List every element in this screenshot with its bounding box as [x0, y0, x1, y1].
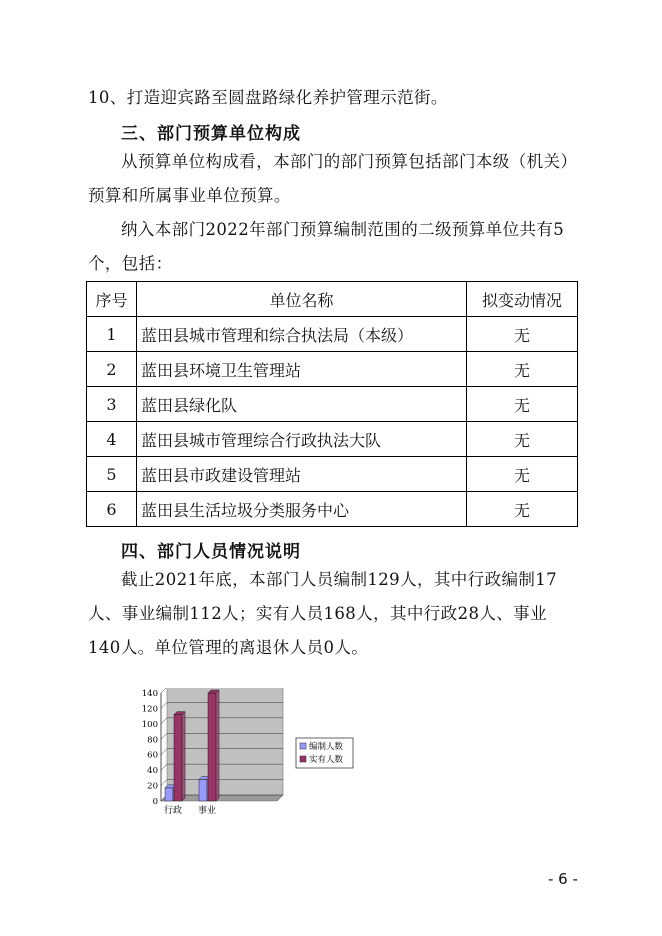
x-tick-label: 行政: [163, 806, 183, 816]
row-index: 3: [87, 387, 137, 422]
row-index: 1: [87, 317, 137, 352]
gridline-depth: [161, 764, 167, 770]
legend-label: 实有人数: [309, 755, 344, 765]
row-index: 6: [87, 492, 137, 527]
row-unit-name: 蓝田县城市管理综合行政执法大队: [137, 422, 467, 457]
bar: [165, 788, 173, 801]
table-row: [87, 457, 578, 492]
gridline-depth: [161, 749, 167, 755]
row-unit-name: 蓝田县城市管理和综合执法局（本级）: [137, 317, 467, 352]
gridline-depth: [161, 702, 167, 708]
row-change-status: 无: [467, 387, 578, 422]
y-tick-label: 140: [141, 689, 158, 699]
row-change-status: 无: [467, 352, 578, 387]
row-unit-name: 蓝田县环境卫生管理站: [137, 352, 467, 387]
item-10-text: 10、打造迎宾路至圆盘路绿化养护管理示范街。: [88, 88, 448, 107]
gridline-depth: [161, 688, 167, 693]
table-header-row: [87, 282, 578, 317]
row-change-status: 无: [467, 492, 578, 527]
y-tick-label: 40: [147, 766, 158, 777]
bar-side: [182, 712, 185, 801]
legend-swatch: [300, 756, 306, 762]
section-4-heading: 四、部门人员情况说明: [121, 542, 301, 562]
gridline-depth: [161, 780, 167, 786]
table-row: [87, 492, 578, 527]
bar-side: [216, 690, 219, 801]
y-tick-label: 0: [152, 797, 158, 807]
header-index: 序号: [87, 282, 137, 317]
legend-swatch: [300, 743, 306, 749]
budget-units-table: [86, 281, 578, 527]
header-unit-name: 单位名称: [137, 282, 467, 317]
table-row: [87, 352, 578, 387]
section-3-paragraph-1: 从预算单位构成看，本部门的部门预算包括部门本级（机关）预算和所属事业单位预算。: [88, 152, 578, 205]
y-tick-label: 120: [141, 704, 158, 715]
row-index: 2: [87, 352, 137, 387]
section-3-paragraph-2: 纳入本部门2022年部门预算编制范围的二级预算单位共有5个，包括：: [88, 220, 565, 273]
bar: [174, 715, 182, 801]
row-unit-name: 蓝田县绿化队: [137, 387, 467, 422]
staffing-bar-chart: [135, 688, 365, 818]
page-number: - 6 -: [548, 870, 578, 888]
y-tick-label: 60: [147, 750, 158, 761]
staffing-chart: [135, 688, 365, 822]
table-row: [87, 317, 578, 352]
row-index: 4: [87, 422, 137, 457]
section-3-heading: 三、部门预算单位构成: [121, 124, 301, 144]
bar: [208, 693, 216, 801]
row-change-status: 无: [467, 422, 578, 457]
x-tick-label: 事业: [197, 806, 217, 816]
gridline-depth: [161, 718, 167, 724]
y-tick-label: 80: [147, 735, 158, 746]
y-tick-label: 100: [141, 719, 158, 730]
bar: [199, 779, 207, 801]
row-index: 5: [87, 457, 137, 492]
header-change-status: 拟变动情况: [467, 282, 578, 317]
gridline-depth: [161, 733, 167, 739]
table-row: [87, 387, 578, 422]
row-change-status: 无: [467, 457, 578, 492]
row-unit-name: 蓝田县市政建设管理站: [137, 457, 467, 492]
section-4-paragraph-1: 截止2021年底，本部门人员编制129人，其中行政编制17人、事业编制112人；实有人员168人，其中行政28人、事业140人。单位管理的离退休人员0人。: [88, 570, 558, 657]
y-tick-label: 20: [147, 781, 158, 792]
legend-label: 编制人数: [309, 742, 344, 752]
row-unit-name: 蓝田县生活垃圾分类服务中心: [137, 492, 467, 527]
table-row: [87, 422, 578, 457]
row-change-status: 无: [467, 317, 578, 352]
